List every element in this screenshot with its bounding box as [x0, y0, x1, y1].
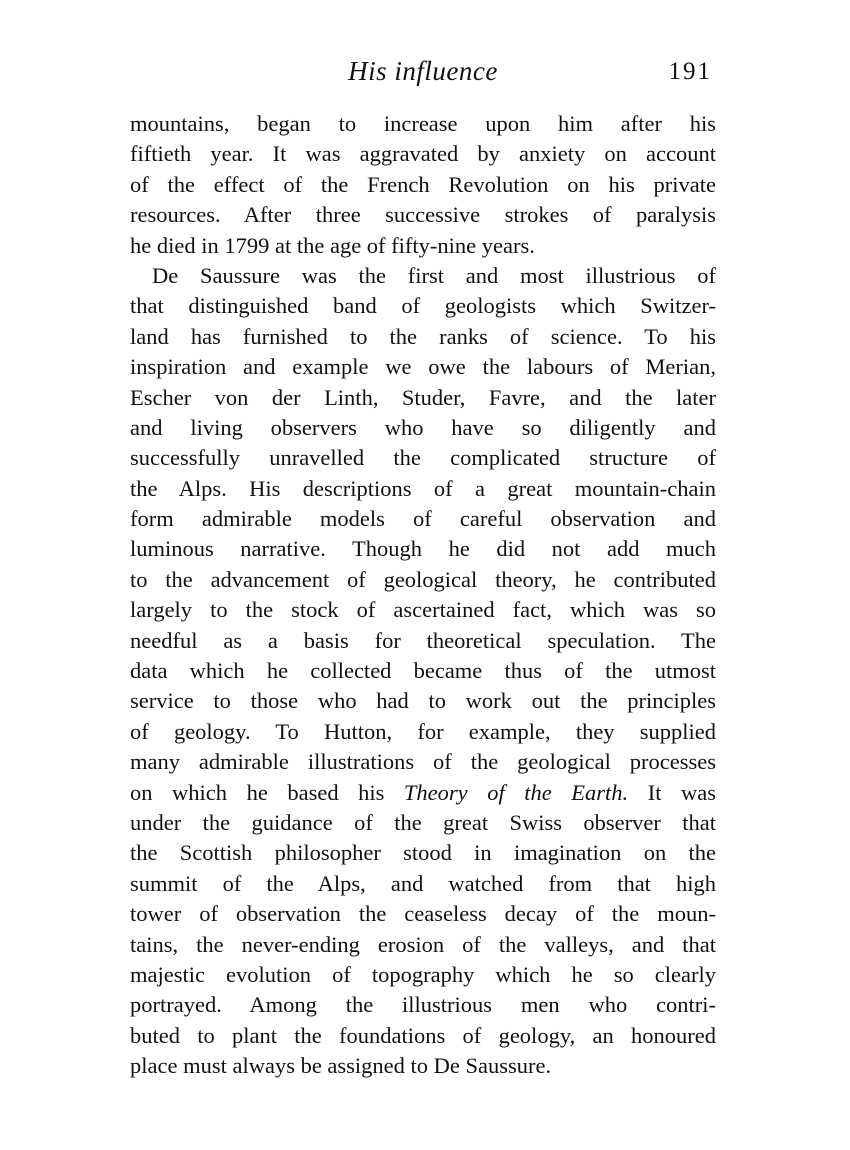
- text-line: and living observers who have so diligently and: [130, 414, 716, 440]
- text-line: portrayed. Among the illustrious men who contri-: [130, 992, 716, 1018]
- text-line: the Alps. His descriptions of a great mountain-chain: [130, 475, 716, 501]
- text-after-title: It was: [628, 779, 716, 805]
- text-line: place must always be assigned to De Saussure.: [130, 1053, 552, 1079]
- text-line: of the effect of the French Revolution on his private: [130, 171, 716, 197]
- text-line: majestic evolution of topography which he so clearly: [130, 961, 716, 987]
- text-line: buted to plant the foundations of geology, an honoured: [130, 1022, 716, 1048]
- text-line: summit of the Alps, and watched from that high: [130, 870, 716, 896]
- text-line: tower of observation the ceaseless decay of the moun-: [130, 901, 716, 927]
- text-line: resources. After three successive strokes of paralysis: [130, 202, 716, 228]
- page-header: [130, 56, 716, 96]
- text-line: Escher von der Linth, Studer, Favre, and the later: [130, 384, 716, 410]
- text-line: tains, the never-ending erosion of the valleys, and that: [130, 931, 716, 957]
- paragraph-first-line: De Saussure was the first and most illustrious of: [152, 262, 716, 288]
- book-title-theory-of-the-earth: Theory of the Earth.: [403, 779, 629, 805]
- text-line: luminous narrative. Though he did not add much: [130, 536, 716, 562]
- text-line: land has furnished to the ranks of science. To his: [130, 323, 716, 349]
- text-line: he died in 1799 at the age of fifty-nine years.: [130, 232, 535, 258]
- text-line: inspiration and example we owe the labours of Merian,: [130, 354, 716, 380]
- text-line: the Scottish philosopher stood in imagination on the: [130, 840, 716, 866]
- text-line: form admirable models of careful observation and: [130, 506, 716, 532]
- text-line: successfully unravelled the complicated structure of: [130, 445, 716, 471]
- text-line: that distinguished band of geologists which Switzer-: [130, 293, 716, 319]
- text-line: needful as a basis for theoretical speculation. The: [130, 627, 716, 653]
- text-before-title: on which he based his: [130, 779, 404, 805]
- text-line: fiftieth year. It was aggravated by anxiety on account: [130, 141, 716, 167]
- text-line-with-title: [130, 778, 716, 808]
- text-line: to the advancement of geological theory, he contributed: [130, 566, 716, 592]
- text-line: of geology. To Hutton, for example, they supplied: [130, 718, 716, 744]
- text-line: largely to the stock of ascertained fact, which was so: [130, 597, 716, 623]
- text-line: service to those who had to work out the principles: [130, 688, 716, 714]
- text-line: many admirable illustrations of the geological processes: [130, 749, 716, 775]
- body-text: [130, 109, 716, 1082]
- text-line: mountains, began to increase upon him after his: [130, 111, 716, 136]
- text-line: under the guidance of the great Swiss observer that: [130, 809, 716, 835]
- text-line: data which he collected became thus of the utmost: [130, 658, 716, 684]
- running-head: His influence: [348, 56, 498, 86]
- page-number: 191: [668, 58, 712, 85]
